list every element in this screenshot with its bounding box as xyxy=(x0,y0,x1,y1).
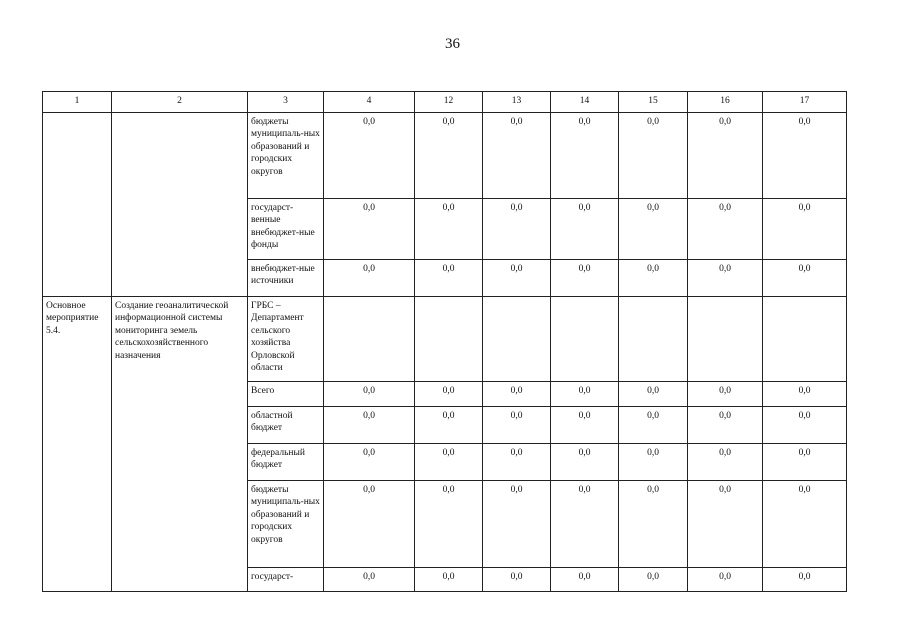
funding-source: внебюджет-ные источники xyxy=(248,260,324,297)
column-header: 17 xyxy=(763,92,847,113)
value-cell: 0,0 xyxy=(415,407,483,444)
funding-source: Всего xyxy=(248,382,324,407)
column-header: 12 xyxy=(415,92,483,113)
funding-source: федеральный бюджет xyxy=(248,444,324,481)
column-header: 3 xyxy=(248,92,324,113)
value-cell: 0,0 xyxy=(324,113,415,199)
value-cell: 0,0 xyxy=(763,113,847,199)
value-cell: 0,0 xyxy=(619,260,688,297)
value-cell xyxy=(619,297,688,382)
funding-source: областной бюджет xyxy=(248,407,324,444)
value-cell: 0,0 xyxy=(619,199,688,260)
header-row xyxy=(43,92,847,113)
value-cell: 0,0 xyxy=(483,568,551,592)
table-row xyxy=(43,297,847,382)
value-cell: 0,0 xyxy=(324,407,415,444)
value-cell: 0,0 xyxy=(324,199,415,260)
funding-source: государст-венные внебюджет-ные фонды xyxy=(248,199,324,260)
column-header: 4 xyxy=(324,92,415,113)
column-header: 14 xyxy=(551,92,619,113)
funding-source: ГРБС – Департамент сельского хозяйства Орловской области xyxy=(248,297,324,382)
value-cell: 0,0 xyxy=(415,260,483,297)
value-cell: 0,0 xyxy=(324,260,415,297)
value-cell: 0,0 xyxy=(551,199,619,260)
value-cell: 0,0 xyxy=(619,568,688,592)
value-cell: 0,0 xyxy=(483,444,551,481)
column-header: 16 xyxy=(688,92,763,113)
value-cell: 0,0 xyxy=(415,199,483,260)
value-cell: 0,0 xyxy=(415,481,483,568)
value-cell: 0,0 xyxy=(763,568,847,592)
activity-cell: Основное мероприятие 5.4. xyxy=(43,297,112,592)
value-cell: 0,0 xyxy=(763,260,847,297)
value-cell xyxy=(415,297,483,382)
value-cell: 0,0 xyxy=(415,568,483,592)
funding-source: бюджеты муниципаль-ных образований и городских округов xyxy=(248,113,324,199)
value-cell xyxy=(763,297,847,382)
value-cell: 0,0 xyxy=(551,444,619,481)
value-cell: 0,0 xyxy=(763,481,847,568)
value-cell: 0,0 xyxy=(688,481,763,568)
activity-cell xyxy=(43,113,112,297)
value-cell: 0,0 xyxy=(415,113,483,199)
value-cell: 0,0 xyxy=(619,481,688,568)
value-cell: 0,0 xyxy=(483,481,551,568)
value-cell: 0,0 xyxy=(324,382,415,407)
funding-source: государст- xyxy=(248,568,324,592)
budget-table xyxy=(42,91,847,592)
value-cell: 0,0 xyxy=(688,382,763,407)
value-cell: 0,0 xyxy=(415,382,483,407)
value-cell: 0,0 xyxy=(688,407,763,444)
value-cell: 0,0 xyxy=(763,444,847,481)
value-cell: 0,0 xyxy=(551,113,619,199)
value-cell: 0,0 xyxy=(763,407,847,444)
column-header: 2 xyxy=(112,92,248,113)
activity-name-cell xyxy=(112,113,248,297)
value-cell: 0,0 xyxy=(619,113,688,199)
value-cell: 0,0 xyxy=(688,444,763,481)
value-cell: 0,0 xyxy=(483,407,551,444)
value-cell: 0,0 xyxy=(619,382,688,407)
value-cell xyxy=(551,297,619,382)
column-header: 15 xyxy=(619,92,688,113)
value-cell: 0,0 xyxy=(688,113,763,199)
value-cell: 0,0 xyxy=(551,260,619,297)
value-cell: 0,0 xyxy=(551,382,619,407)
value-cell: 0,0 xyxy=(483,260,551,297)
value-cell: 0,0 xyxy=(324,481,415,568)
activity-name-cell: Создание геоаналитической информационной системы мониторинга земель сельскохозяйственного назначения xyxy=(112,297,248,592)
value-cell: 0,0 xyxy=(688,568,763,592)
value-cell: 0,0 xyxy=(324,444,415,481)
value-cell: 0,0 xyxy=(763,199,847,260)
value-cell: 0,0 xyxy=(688,199,763,260)
funding-source: бюджеты муниципаль-ных образований и городских округов xyxy=(248,481,324,568)
column-header: 1 xyxy=(43,92,112,113)
value-cell: 0,0 xyxy=(551,568,619,592)
value-cell: 0,0 xyxy=(483,199,551,260)
value-cell: 0,0 xyxy=(551,481,619,568)
value-cell: 0,0 xyxy=(619,444,688,481)
value-cell xyxy=(688,297,763,382)
page-number: 36 xyxy=(445,36,460,52)
value-cell: 0,0 xyxy=(415,444,483,481)
column-header: 13 xyxy=(483,92,551,113)
value-cell: 0,0 xyxy=(483,382,551,407)
value-cell xyxy=(483,297,551,382)
table-row xyxy=(43,113,847,199)
value-cell xyxy=(324,297,415,382)
value-cell: 0,0 xyxy=(551,407,619,444)
value-cell: 0,0 xyxy=(763,382,847,407)
value-cell: 0,0 xyxy=(619,407,688,444)
value-cell: 0,0 xyxy=(688,260,763,297)
value-cell: 0,0 xyxy=(324,568,415,592)
value-cell: 0,0 xyxy=(483,113,551,199)
